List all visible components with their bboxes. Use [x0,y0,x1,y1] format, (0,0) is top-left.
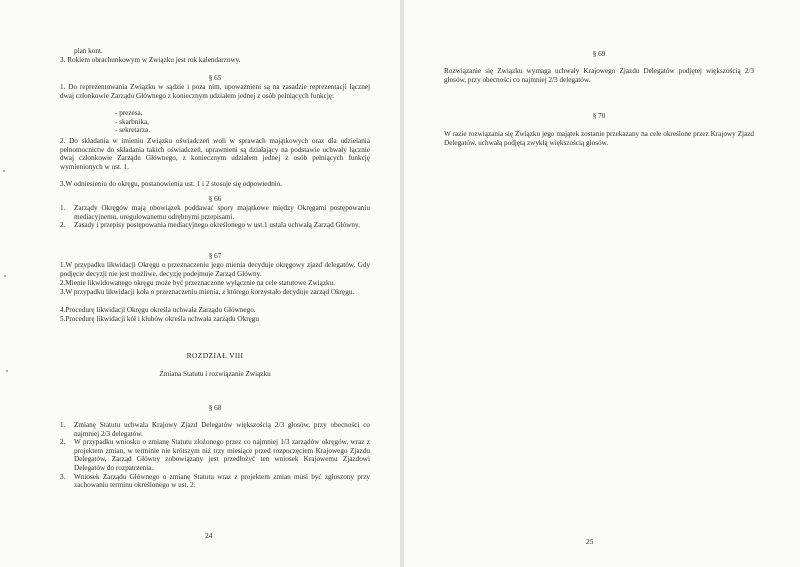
section-67-paragraph-1: 1.W przypadku likwidacji Okręgu o przeznaczeniu jego mienia decyduje okręgowy zjazd delegatów. Gdy podjęcie decyzji nie jest możliwe, decyzję podejmuje Zarząd Główny. [60,261,370,278]
section-70-heading: § 70 [592,112,606,120]
section-69-text: Rozwiązanie się Związku wymaga uchwały Krajowego Zjazdu Delegatów podjętej większością 2/3 głosów, przy obecności co najmniej 2/3 delegatów. [444,67,754,84]
item-number: 2. [60,438,66,447]
section-69-heading: § 69 [592,50,606,58]
section-66-heading: § 66 [208,195,222,203]
list-item [60,438,370,472]
item-number: 3. [60,472,66,481]
role-item: - sekretarza. [115,126,151,135]
page-number-right: 25 [586,537,594,547]
section-65-paragraph-3: 3.W odniesieniu do okręgu, postanowienia ust. 1 i 2 stosuje się odpowiednio. [60,180,283,188]
section-65-heading: § 65 [208,74,222,82]
item-number: 2. [60,221,66,230]
section-65-paragraph-1: 1. Do reprezentowania Związku w sądzie i poza nim, upoważnieni są na zasadzie reprezentacji łącznej dwaj członkowie Zarządu Głównego z koniecznym udziałem jednej z osób pełniących funkcję: [60,83,370,100]
item-number: 1. [60,204,66,212]
item-text: Zasady i przepisy postępowania mediacyjnego określonego w ust.1 ustala uchwałą Zarząd Główny. [74,221,360,230]
scan-speck [6,370,8,372]
section-70-text: W razie rozwiązania się Związku jego majątek zostanie przekazany na cele określone przez Krajowy Zjazd Delegatów, uchwałą podjętą zwykłą większością głosów. [444,130,754,147]
section-68-heading: § 68 [208,404,222,412]
chapter-title: ROZDZIAŁ VIII [186,351,244,360]
section-65-roles-list [115,109,150,135]
intro-continuation: plan kont. [74,47,103,55]
right-page [404,0,800,567]
section-68-list [60,421,370,490]
intro-item-3: 3. Rokiem obrachunkowym w Związku jest rok kalendarzowy. [60,56,241,64]
item-text: Zarządy Okręgów mają obowiązek poddawać spory majątkowe między Okręgami postępowaniu mediacyjnemu, uregulowanemu odrębnymi przepisami. [74,204,370,221]
list-item [60,221,370,230]
item-text: W przypadku wniosku o zmianę Statutu złożonego przez co najmniej 1/3 zarządów okręgów, wraz z projektem zmian, w terminie nie krótszym niż trzy miesiące przed rozpoczęciem Krajowego Zjazdu Delegatów, Zarząd Główny zobowiązany jest przedłożyć ten wniosek Krajowemu Zjazdowi Delegatów do rozpatrzenia. [74,438,370,472]
scan-speck [3,170,5,172]
list-item [60,421,370,438]
role-item: - skarbnika, [115,117,149,126]
section-65-paragraph-2: 2. Do składania w imieniu Związku oświadczeń woli w sprawach majątkowych oraz dla udzielania pełnomocnictw do składania takich oświadczeń, uprawnieni są działający na podstawie uchwały łącznie dwaj członkowie Zarządu Głównego, z koniecznym udziałem jednej z osób pełniących funkcję wymienionych w ust. 1. [60,137,370,171]
page-number-left: 24 [205,531,213,541]
role-item: - prezesa, [115,109,143,117]
section-67-heading: § 67 [208,252,222,260]
item-number: 1. [60,421,66,429]
section-67-paragraph-3: 3.W przypadku likwidacji koła o przeznaczeniu mienia, z którego korzystało decyduje zarząd Okręgu. [60,288,355,296]
item-text: Zmianę Statutu uchwala Krajowy Zjazd Delegatów większością 2/3 głosów, przy obecności co najmniej 2/3 delegatów. [74,421,370,438]
chapter-subtitle: Zmiana Statutu i rozwiązanie Związku [159,370,271,378]
scan-speck [4,275,6,277]
section-67-paragraph-5: 5.Procedurę likwidacji kół i klubów określa uchwała zarządu Okręgu [60,315,259,323]
list-item [60,204,370,221]
section-67-paragraph-4: 4.Procedurę likwidacji Okręgu określa uchwała Zarządu Głównego. [60,306,256,314]
item-text: Wniosek Zarządu Głównego o zmianę Statutu wraz z projektem zmian musi być zgłoszony przy zachowaniu terminu określonego w ust. 2. [74,472,370,490]
section-67-paragraph-2: 2.Mienie likwidowanego okręgu może być przeznaczone wyłącznie na cele statutowe Związku. [60,279,336,287]
section-66-list [60,204,370,230]
list-item [60,473,370,490]
